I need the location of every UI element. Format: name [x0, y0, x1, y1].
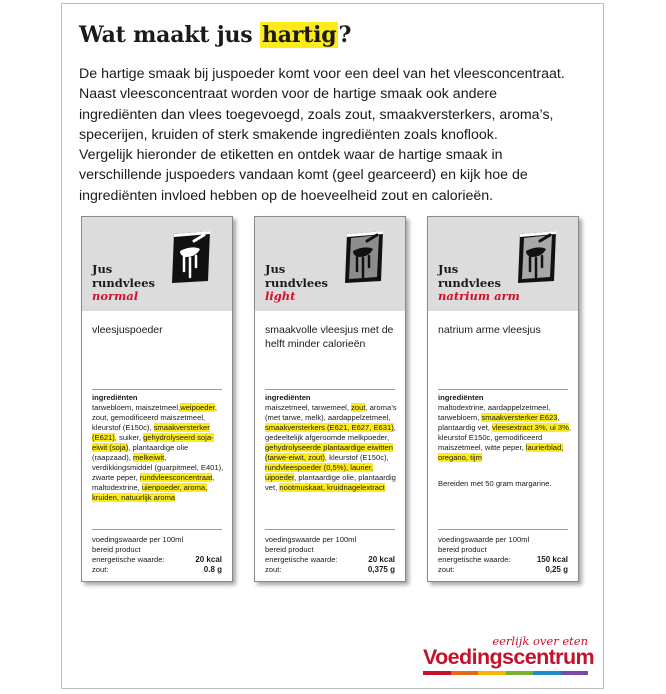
energy-label: energetische waarde:: [265, 555, 338, 564]
product-variant: light: [265, 289, 296, 303]
preparation-note: Bereiden met 50 gram margarine.: [438, 479, 552, 488]
highlighted-ingredient: smaakversterker (E621): [92, 423, 210, 442]
card-header: [255, 217, 405, 311]
ingredient-text: , plantaardig vet,: [438, 413, 560, 432]
dark-pouch-icon: [516, 231, 558, 283]
nutrition-sub: bereid product: [265, 545, 314, 554]
ingredients-list: [92, 393, 227, 503]
intro-line: Vergelijk hieronder de etiketten en ontdek waar de hartige smaak in: [79, 147, 503, 164]
product-card-normal: [81, 216, 233, 582]
ingredient-text: , gedeeltelijk afgeroomde melkpoeder,: [265, 423, 396, 442]
highlighted-ingredient: smaakversterker E623: [481, 413, 558, 422]
product-name-line1: Jus: [438, 262, 459, 276]
ingredients-text: [92, 403, 227, 503]
ingredients-text: [438, 403, 573, 463]
salt-label: zout:: [438, 565, 455, 574]
highlighted-ingredient: weipoeder: [180, 403, 215, 412]
ingredients-text: [265, 403, 400, 493]
highlighted-ingredient: gehydrolyseerd soja-eiwit (soja): [92, 433, 214, 452]
card-header: [82, 217, 232, 311]
divider: [92, 529, 222, 530]
divider: [438, 389, 568, 390]
page-title: [79, 22, 351, 48]
product-name-line1: Jus: [265, 262, 286, 276]
ingredients-label: ingrediënten: [265, 393, 311, 402]
logo-brand: Voedingscentrum: [423, 645, 594, 669]
card-header: [428, 217, 578, 311]
logo-stripe: [478, 671, 506, 675]
intro-line: ingrediënten invloed hebben op de hoeveelheid zout en calorieën.: [79, 187, 494, 204]
energy-label: energetische waarde:: [438, 555, 511, 564]
ingredient-text: , zout, gemodificeerd maiszetmeel, kleurstof (E150c),: [92, 403, 217, 432]
nutrition-sub: bereid product: [438, 545, 487, 554]
voedingscentrum-logo: [423, 634, 594, 674]
ingredient-text: maiszetmeel, tarwemeel,: [265, 403, 352, 412]
product-card-light: [254, 216, 406, 582]
highlighted-ingredient: vleesextract 3%, ui 3%: [492, 423, 569, 432]
ingredient-text: , verdikkingsmiddel (guarpitmeel, E401), zwarte peper,: [92, 453, 224, 482]
highlighted-ingredient: gehydrolyseerde plantaardige eiwitten (tarwe-eiwit, zout): [265, 443, 393, 462]
highlighted-ingredient: melkeiwit: [132, 453, 165, 462]
highlighted-ingredient: zout: [351, 403, 366, 412]
ingredient-text: maltodextrine, aardappelzetmeel, tarwebloem,: [438, 403, 551, 422]
product-name-line2: rundvlees: [92, 275, 155, 290]
ingredient-text: , maltodextrine,: [92, 473, 215, 492]
ingredient-text: , kleurstof E150c, gemodificeerd maiszetmeel, witte peper,: [438, 423, 571, 452]
product-name-line2: rundvlees: [438, 275, 501, 290]
ingredient-text: , plantaardige olie, plantaardig vet,: [265, 473, 396, 492]
salt-value: 0,375 g: [367, 565, 395, 574]
logo-stripe: [533, 671, 561, 675]
energy-value: 150 kcal: [536, 555, 568, 564]
product-description: natrium arme vleesjus: [438, 324, 541, 336]
product-variant: normal: [92, 289, 139, 303]
ingredients-label: ingrediënten: [92, 393, 138, 402]
ingredient-text: , plantaardige olie (raapzaad),: [92, 443, 189, 462]
highlighted-ingredient: uienpoeder, aroma, kruiden, natuurlijk aroma: [92, 483, 208, 502]
nutrition-block: [92, 535, 222, 575]
title-suffix: ?: [338, 22, 352, 48]
highlighted-ingredient: rundvleespoeder (0,5%), laurier, uipoeder: [265, 463, 374, 482]
title-prefix: Wat maakt jus: [79, 22, 260, 48]
highlighted-ingredient: nootmuskaat, kruidnagelextract: [279, 483, 385, 492]
highlighted-ingredient: rundvleesconcentraat: [139, 473, 213, 482]
salt-value: 0.8 g: [203, 565, 222, 574]
intro-line: ingrediënten dan vlees toegevoegd, zoals zout, smaakversterkers, aroma’s,: [79, 106, 554, 123]
nutrition-sub: bereid product: [92, 545, 141, 554]
product-description: smaakvolle vleesjus met de helft minder calorieën: [265, 324, 394, 350]
product-name: [92, 263, 155, 304]
ingredient-text: , kleurstof (E150c),: [324, 453, 389, 462]
salt-value: 0,25 g: [545, 565, 568, 574]
energy-value: 20 kcal: [368, 555, 395, 564]
logo-stripe: [561, 671, 589, 675]
product-card-natrium-arm: [427, 216, 579, 582]
product-name: [265, 263, 328, 304]
salt-label: zout:: [265, 565, 282, 574]
ingredient-text: tarwebloem, maiszetmeel,: [92, 403, 181, 412]
product-description: vleesjuspoeder: [92, 324, 163, 336]
logo-stripes: [423, 671, 588, 675]
intro-line: Naast vleesconcentraat worden voor de hartige smaak ook andere: [79, 86, 497, 103]
nutrition-block: [265, 535, 395, 575]
black-pouch-icon: [170, 231, 212, 283]
nutrition-header: voedingswaarde per 100ml: [438, 535, 530, 544]
energy-label: energetische waarde:: [92, 555, 165, 564]
ingredients-list: [265, 393, 400, 493]
logo-tagline: eerlijk over eten: [492, 634, 588, 648]
ingredient-text: , suiker,: [114, 433, 144, 442]
salt-label: zout:: [92, 565, 109, 574]
intro-text: [79, 64, 599, 206]
intro-line: specerijen, kruiden of sterk smakende ingrediënten zoals knoflook.: [79, 126, 498, 143]
divider: [438, 529, 568, 530]
logo-stripe: [506, 671, 534, 675]
ingredients-list: [438, 393, 573, 463]
ingredient-text: , aroma’s (met tarwe, melk), aardappelzetmeel,: [265, 403, 397, 422]
nutrition-header: voedingswaarde per 100ml: [265, 535, 357, 544]
energy-value: 20 kcal: [195, 555, 222, 564]
logo-stripe: [451, 671, 479, 675]
divider: [265, 529, 395, 530]
gray-pouch-icon: [343, 231, 385, 283]
nutrition-block: [438, 535, 568, 575]
nutrition-header: voedingswaarde per 100ml: [92, 535, 184, 544]
intro-line: De hartige smaak bij juspoeder komt voor een deel van het vleesconcentraat.: [79, 66, 565, 82]
ingredients-label: ingrediënten: [438, 393, 484, 402]
highlighted-ingredient: laurierblad, oregano, tijm: [438, 443, 564, 462]
product-name-line2: rundvlees: [265, 275, 328, 290]
product-name-line1: Jus: [92, 262, 113, 276]
product-variant: natrium arm: [438, 289, 520, 303]
intro-line: verschillende juspoeders vandaan komt (geel gearceerd) en kijk hoe de: [79, 167, 528, 184]
highlighted-ingredient: smaakversterkers (E621, E627, E631): [265, 423, 394, 432]
product-name: [438, 263, 520, 304]
logo-stripe: [423, 671, 451, 675]
title-highlight: hartig: [261, 22, 337, 48]
divider: [92, 389, 222, 390]
divider: [265, 389, 395, 390]
